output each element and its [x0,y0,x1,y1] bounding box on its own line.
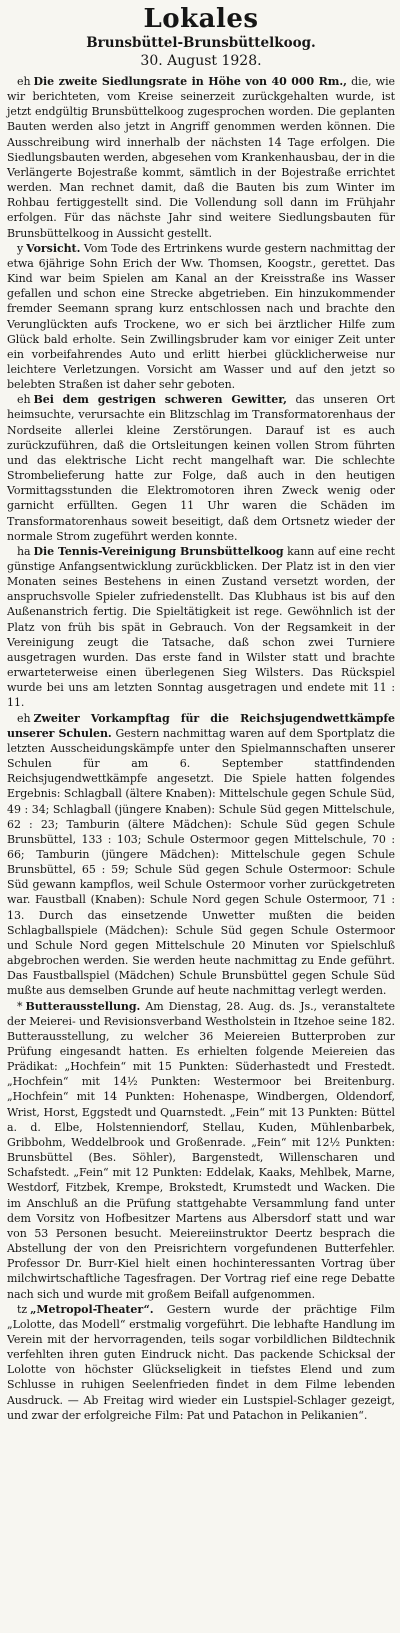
article-headline: Die zweite Siedlungsrate in Höhe von 40 000 Rm., [33,75,347,88]
article-body: Gestern nachmittag waren auf dem Sportplatz die letzten Ausscheidungskämpfe unter den Spielmannschaften unserer Schulen für am 6. September stattfindenden Reichsjugendwettkämpfe angesetzt. Die Spiele hatten folgendes Ergebnis: Schlagball (ältere Knaben): Mittelschule gegen Schule Süd, 49 : 34; Schlagball (jüngere Knaben): Schule Süd gegen Mittelschule, 62 : 23; Tamburin (ältere Mädchen): Schule Süd gegen Schule Brunsbüttel, 133 : 103; Schule Ostermoor gegen Mittelschule, 70 : 66; Tamburin (jüngere Mädchen): Mittelschule gegen Schule Brunsbüttel, 65 : 59; Schule Süd gegen Schule Ostermoor: Schule Süd gewann kampflos, weil Schule Ostermoor vorher zurückgetreten war. Faustball (Knaben): Schule Nord gegen Schule Ostermoor, 71 : 13. Durch das einsetzende Unwetter mußten die beiden Schlagballspiele (Mädchen): Schule Süd gegen Schule Ostermoor und Schule Nord gegen Mittelschule 20 Minuten vor Spielschluß abgebrochen werden. Sie werden heute nachmittag zu Ende geführt. Das Faustballspiel (Mädchen) Schule Brunsbüttel gegen Schule Süd mußte aus demselben Grunde auf heute nachmittag verlegt werden. [7,726,395,998]
author-tag: eh [17,393,31,407]
article-headline: Vorsicht. [26,241,81,255]
article-vorsicht [7,241,395,393]
article-body: das unseren Ort heimsuchte, verursachte ein Blitzschlag im Transformatorenhaus der Nordseite allerlei kleine Zerstörungen. Darauf ist es auch zurückzuführen, daß die Ortsleitungen keinen vollen Strom führten und das elektrische Licht recht mangelhaft war. Die schlechte Strombelieferung hatte zur Folge, daß auch in den heutigen Vormittagsstunden die Elektromotoren ihren Zweck wenig oder garnicht erfüllten. Gegen 11 Uhr waren die Schäden im Transformatorenhaus soweit beseitigt, daß dem Ortsnetz wieder der normale Strom zugeführt werden konnte. [7,393,395,543]
author-tag: y [17,241,24,255]
article-butterausstellung [7,999,395,1302]
issue-date: 30. August 1928. [140,53,262,69]
article-headline: Bei dem gestrigen schweren Gewitter, [33,393,287,407]
article-headline: „Metropol-Theater“. [30,1302,154,1316]
author-tag: eh [17,711,31,725]
author-tag: tz [17,1302,28,1316]
article-headline: Zweiter Vorkampftag für die Reichsjugendwettkämpfe unserer Schulen. [7,711,395,740]
article-headline: Die Tennis-Vereinigung Brunsbüttelkoog [33,544,284,558]
article-body: kann auf eine recht günstige Anfangsentwicklung zurückblicken. Der Platz ist in den vier Monaten seines Bestehens in einen Zustand versetzt worden, der anspruchsvolle Spieler zufriedenstellt. Das Klubhaus ist bis auf den Außenanstrich fertig. Die Spieltätigkeit ist rege. Gewöhnlich ist der Platz von früh bis spät in Gebrauch. Von der Regsamkeit in der Vereinigung zeugt die Tatsache, daß schon zwei Turniere ausgetragen wurden. Das erste fand in Wilster statt und brachte erwarteterweise einen überlegenen Sieg Wilsters. Das Rückspiel wurde bei uns am letzten Sonntag ausgetragen und endete mit 11 : 11. [7,544,395,710]
author-tag: * [17,999,23,1013]
author-tag: ha [17,544,31,558]
article-gewitter [7,392,395,544]
article-vorkampftag [7,711,395,999]
article-headline: Butterausstellung. [25,999,141,1013]
article-siedlungsrate [7,74,395,241]
author-tag: eh [17,75,31,88]
article-body: Gestern wurde der prächtige Film „Lolotte, das Modell“ erstmalig vorgeführt. Die lebhafte Handlung im Verein mit der hervorragenden, teils sogar vorbildlichen Bildtechnik verfehlten ihren guten Eindruck nicht. Das packende Schicksal der Lolotte von höchster Glückseligkeit in tiefstes Elend und zum Schlusse in ruhigen Seelenfrieden findet in dem Filme lebenden Ausdruck. — Ab Freitag wird wieder ein Lustspiel-Schlager gezeigt, und zwar der erfolgreiche Film: Pat und Patachon in Pelikanien“. [7,1302,395,1422]
article-body: die, wie wir berichteten, vom Kreise seinerzeit zurückgehalten wurde, ist jetzt endgültig Brunsbüttelkoog zugesprochen worden. Die geplanten Bauten werden also jetzt in Angriff genommen werden können. Die Ausschreibung wird innerhalb der nächsten 14 Tage erfolgen. Die Siedlungsbauten werden, abgesehen vom Krankenhausbau, der in die Verlängerte Bojestraße kommt, sämtlich in der Bojestraße errichtet werden. Man rechnet damit, daß die Bauten bis zum Winter im Rohbau fertiggestellt sind. Die Vollendung soll dann im Frühjahr erfolgen. Für das nächste Jahr sind weitere Siedlungsbauten für Brunsbüttelkoog in Aussicht gestellt. [7,75,395,240]
section-subtitle: Brunsbüttel-Brunsbüttelkoog. [86,35,316,51]
section-title: Lokales [143,4,259,34]
masthead [7,4,395,71]
article-tennis [7,544,395,711]
article-body: Am Dienstag, 28. Aug. ds. Js., veranstaltete der Meierei- und Revisionsverband Westholstein in Itzehoe seine 182. Butterausstellung, zu welcher 36 Meiereien Butterproben zur Prüfung eingesandt hatten. Es erhielten folgende Meiereien das Prädikat: „Hochfein“ mit 15 Punkten: Süderhastedt und Frestedt. „Hochfein“ mit 14½ Punkten: Westermoor bei Breitenburg. „Hochfein“ mit 14 Punkten: Hohenaspe, Windbergen, Oldendorf, Wrist, Horst, Eggstedt und Quarnstedt. „Fein“ mit 13 Punkten: Büttel a. d. Elbe, Holstenniendorf, Stellau, Kuden, Mühlenbarbek, Gribbohm, Weddelbrook und Großenrade. „Fein“ mit 12½ Punkten: Brunsbüttel (Bes. Söhler), Bargenstedt, Willenscharen und Schafstedt. „Fein“ mit 12 Punkten: Eddelak, Kaaks, Mehlbek, Marne, Westdorf, Fitzbek, Krempe, Brokstedt, Krumstedt und Wacken. Die im Anschluß an die Prüfung stattgehabte Versammlung fand unter dem Vorsitz von Hofbesitzer Martens aus Albersdorf statt und war von 53 Personen besucht. Meiereiinstruktor Deertz besprach die Abstellung der von den Preisrichtern vorgefundenen Butterfehler. Professor Dr. Burr-Kiel hielt einen hochinteressanten Vortrag über milchwirtschaftliche Tagesfragen. Der Vortrag rief eine rege Debatte nach sich und wurde mit großem Beifall aufgenommen. [7,999,396,1301]
article-metropol-theater [7,1302,395,1423]
article-body: Vom Tode des Ertrinkens wurde gestern nachmittag der etwa 6jährige Sohn Erich der Ww. Thomsen, Koogstr., gerettet. Das Kind war beim Spielen am Kanal an der Kreisstraße ins Wasser gefallen und schon eine Strecke abgetrieben. Ein hinzukommender fremder Seemann sprang kurz entschlossen nach und brachte den Verunglückten aufs Trockene, wo er sich bei ärztlicher Hilfe zum Glück bald erholte. Sein Zwillingsbruder kam vor einiger Zeit unter ein vorbeifahrendes Auto und erlitt hierbei glücklicherweise nur leichtere Verletzungen. Vorsicht am Wasser und auf den jetzt so belebten Straßen ist daher sehr geboten. [7,241,395,392]
